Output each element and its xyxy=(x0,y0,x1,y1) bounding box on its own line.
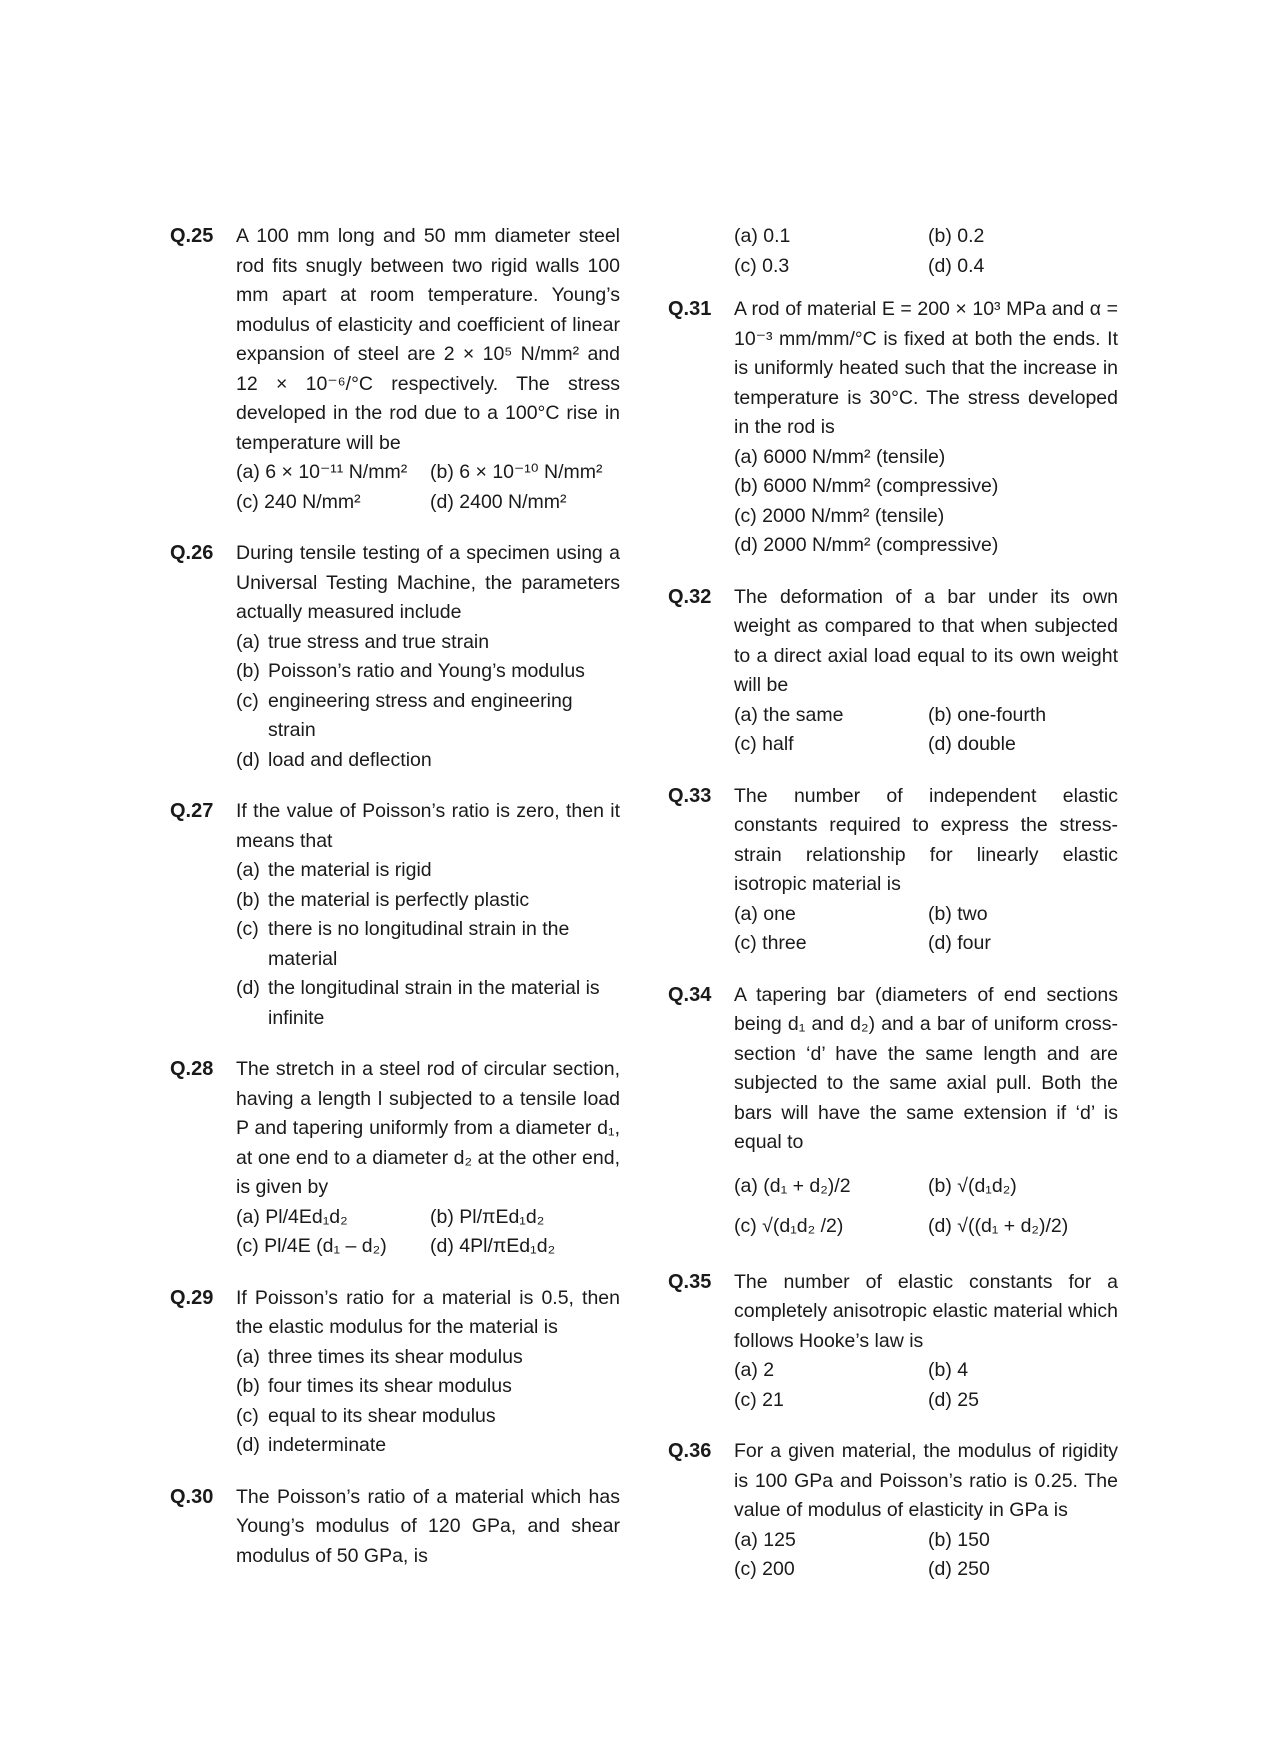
options xyxy=(734,1526,1118,1585)
option-d[interactable]: (d) four xyxy=(928,932,991,954)
option-d[interactable]: (d) 25 xyxy=(928,1388,979,1411)
option-text: load and deflection xyxy=(268,748,432,771)
option-d[interactable] xyxy=(236,974,620,1033)
option-a[interactable] xyxy=(236,628,620,658)
question-29 xyxy=(170,1284,620,1461)
option-label: (b) xyxy=(236,660,260,682)
option-text: three times its shear modulus xyxy=(268,1345,523,1368)
question-number: Q.32 xyxy=(668,585,712,608)
option-label: (d) xyxy=(236,748,260,771)
option-a[interactable]: (a) 6000 N/mm² (tensile) xyxy=(734,445,946,468)
option-c[interactable] xyxy=(236,915,620,974)
option-b[interactable]: (b) one-fourth xyxy=(928,703,1047,726)
option-text: true stress and true strain xyxy=(268,630,490,653)
option-c[interactable]: (c) 2000 N/mm² (tensile) xyxy=(734,504,945,527)
option-a[interactable]: (a) 0.1 xyxy=(734,225,791,247)
option-c[interactable] xyxy=(236,687,620,746)
option-text: engineering stress and engineering strain xyxy=(268,689,573,741)
question-27 xyxy=(170,797,620,1033)
option-label: (c) xyxy=(236,918,259,940)
option-d[interactable] xyxy=(236,746,620,776)
question-28 xyxy=(170,1055,620,1262)
question-number: Q.29 xyxy=(170,1286,214,1309)
option-label: (c) xyxy=(236,689,259,712)
question-text: The stretch in a steel rod of circular section, having a length l subjected to a tensile load P and tapering uniformly from a diameter d₁, at one end to a diameter d₂ at the other end, is given by xyxy=(236,1058,620,1198)
options xyxy=(236,1343,620,1461)
option-b[interactable] xyxy=(236,886,620,916)
options xyxy=(734,1356,1118,1415)
question-36 xyxy=(668,1437,1118,1585)
option-a[interactable] xyxy=(236,1343,620,1373)
question-number: Q.35 xyxy=(668,1270,712,1293)
options xyxy=(734,443,1118,561)
option-c[interactable]: (c) 21 xyxy=(734,1388,784,1411)
question-text: If the value of Poisson’s ratio is zero, then it means that xyxy=(236,800,620,852)
question-text: The number of independent elastic constants required to express the stress-strain relationship for linearly elastic isotropic material is xyxy=(734,784,1118,895)
question-text: If Poisson’s ratio for a material is 0.5, then the elastic modulus for the material is xyxy=(236,1286,620,1338)
question-text: A rod of material E = 200 × 10³ MPa and α = 10⁻³ mm/mm/°C is fixed at both the ends. It is uniformly heated such that the increase in temperature is 30°C. The stress developed in the rod is xyxy=(734,298,1118,438)
question-25 xyxy=(170,222,620,517)
option-d[interactable] xyxy=(236,1431,620,1461)
option-b[interactable]: (b) Pl/πEd₁d₂ xyxy=(430,1205,545,1228)
option-text: the material is perfectly plastic xyxy=(268,888,530,911)
option-c[interactable]: (c) 200 xyxy=(734,1558,795,1580)
question-number: Q.25 xyxy=(170,225,214,247)
option-d[interactable]: (d) 4Pl/πEd₁d₂ xyxy=(430,1235,556,1257)
option-c[interactable]: (c) half xyxy=(734,733,794,755)
option-b[interactable]: (b) 0.2 xyxy=(928,225,985,247)
question-30-options xyxy=(668,222,1118,281)
option-b[interactable]: (b) 6000 N/mm² (compressive) xyxy=(734,475,999,497)
option-c[interactable]: (c) Pl/4E (d₁ – d₂) xyxy=(236,1235,387,1257)
option-d[interactable]: (d) 0.4 xyxy=(928,254,985,277)
option-c[interactable]: (c) 240 N/mm² xyxy=(236,490,361,513)
option-a[interactable]: (a) 6 × 10⁻¹¹ N/mm² xyxy=(236,461,408,483)
option-b[interactable] xyxy=(236,1372,620,1402)
question-number: Q.27 xyxy=(170,800,214,822)
right-column xyxy=(668,222,1118,1607)
question-number: Q.31 xyxy=(668,298,712,320)
options xyxy=(734,1166,1118,1246)
question-30 xyxy=(170,1483,620,1572)
question-32 xyxy=(668,583,1118,760)
option-label: (b) xyxy=(236,1375,260,1397)
option-label: (a) xyxy=(236,1345,260,1368)
option-text: equal to its shear modulus xyxy=(268,1404,496,1427)
question-number: Q.28 xyxy=(170,1058,214,1080)
question-35 xyxy=(668,1268,1118,1416)
question-number: Q.30 xyxy=(170,1485,214,1508)
option-c[interactable]: (c) √(d₁d₂ /2) xyxy=(734,1214,844,1237)
option-b[interactable]: (b) two xyxy=(928,902,988,925)
option-text: there is no longitudinal strain in the material xyxy=(268,918,570,970)
question-26 xyxy=(170,539,620,775)
question-33 xyxy=(668,782,1118,959)
option-label: (a) xyxy=(236,630,260,653)
options xyxy=(236,856,620,1033)
option-a[interactable]: (a) one xyxy=(734,902,796,925)
options xyxy=(734,222,1118,281)
left-column xyxy=(170,222,620,1593)
option-d[interactable]: (d) double xyxy=(928,733,1016,755)
options xyxy=(734,900,1118,959)
option-d[interactable]: (d) 2400 N/mm² xyxy=(430,490,567,513)
options xyxy=(236,628,620,776)
option-text: the material is rigid xyxy=(268,859,432,881)
option-a[interactable]: (a) (d₁ + d₂)/2 xyxy=(734,1174,851,1197)
option-b[interactable]: (b) 4 xyxy=(928,1359,969,1381)
option-d[interactable]: (d) 250 xyxy=(928,1558,990,1580)
option-label: (d) xyxy=(236,1434,260,1456)
option-b[interactable]: (b) 150 xyxy=(928,1528,990,1551)
question-text: A 100 mm long and 50 mm diameter steel rod fits snugly between two rigid walls 100 mm apart at room temperature. Young’s modulus of elasticity and coefficient of linear expansion of steel are 2 × 10⁵ N/mm² and 12 × 10⁻⁶/°C respectively. The stress developed in the rod due to a 100°C rise in temperature will be xyxy=(236,225,620,454)
question-text: For a given material, the modulus of rigidity is 100 GPa and Poisson’s ratio is 0.25. The value of modulus of elasticity in GPa is xyxy=(734,1440,1118,1521)
question-number: Q.33 xyxy=(668,784,712,807)
question-text: During tensile testing of a specimen using a Universal Testing Machine, the parameters actually measured include xyxy=(236,542,620,623)
option-a[interactable]: (a) 2 xyxy=(734,1359,775,1381)
question-text: The number of elastic constants for a completely anisotropic elastic material which follows Hooke’s law is xyxy=(734,1270,1118,1352)
option-a[interactable]: (a) 125 xyxy=(734,1528,796,1551)
option-d[interactable]: (d) √((d₁ + d₂)/2) xyxy=(928,1214,1069,1237)
option-c[interactable]: (c) 0.3 xyxy=(734,254,790,277)
option-label: (d) xyxy=(236,977,260,999)
options xyxy=(236,1203,620,1262)
option-d[interactable]: (d) 2000 N/mm² (compressive) xyxy=(734,534,999,556)
option-text: four times its shear modulus xyxy=(268,1375,512,1397)
option-label: (c) xyxy=(236,1404,259,1427)
option-b[interactable]: (b) √(d₁d₂) xyxy=(928,1174,1017,1197)
option-text: Poisson’s ratio and Young’s modulus xyxy=(268,660,585,682)
option-label: (a) xyxy=(236,859,260,881)
question-text: The Poisson’s ratio of a material which has Young’s modulus of 120 GPa, and shear modulus of 50 GPa, is xyxy=(236,1485,620,1567)
option-text: the longitudinal strain in the material is infinite xyxy=(268,977,600,1029)
question-number: Q.34 xyxy=(668,983,712,1006)
question-text: The deformation of a bar under its own weight as compared to that when subjected to a direct axial load equal to its own weight will be xyxy=(734,585,1118,696)
option-text: indeterminate xyxy=(268,1434,387,1456)
option-c[interactable]: (c) three xyxy=(734,932,807,954)
option-a[interactable]: (a) Pl/4Ed₁d₂ xyxy=(236,1205,348,1228)
question-31 xyxy=(668,295,1118,561)
options xyxy=(236,458,620,517)
options xyxy=(734,701,1118,760)
option-c[interactable] xyxy=(236,1402,620,1432)
question-number: Q.36 xyxy=(668,1440,712,1462)
question-text: A tapering bar (diameters of end sections being d₁ and d₂) and a bar of uniform cross-section ‘d’ have the same length and are subjected to the same axial pull. Both the bars will have the same extension if ‘d’ is equal to xyxy=(734,983,1118,1153)
option-b[interactable]: (b) 6 × 10⁻¹⁰ N/mm² xyxy=(430,461,603,483)
option-a[interactable] xyxy=(236,856,620,886)
option-a[interactable]: (a) the same xyxy=(734,703,844,726)
option-label: (b) xyxy=(236,888,260,911)
option-b[interactable] xyxy=(236,657,620,687)
question-34 xyxy=(668,981,1118,1246)
question-number: Q.26 xyxy=(170,542,214,564)
